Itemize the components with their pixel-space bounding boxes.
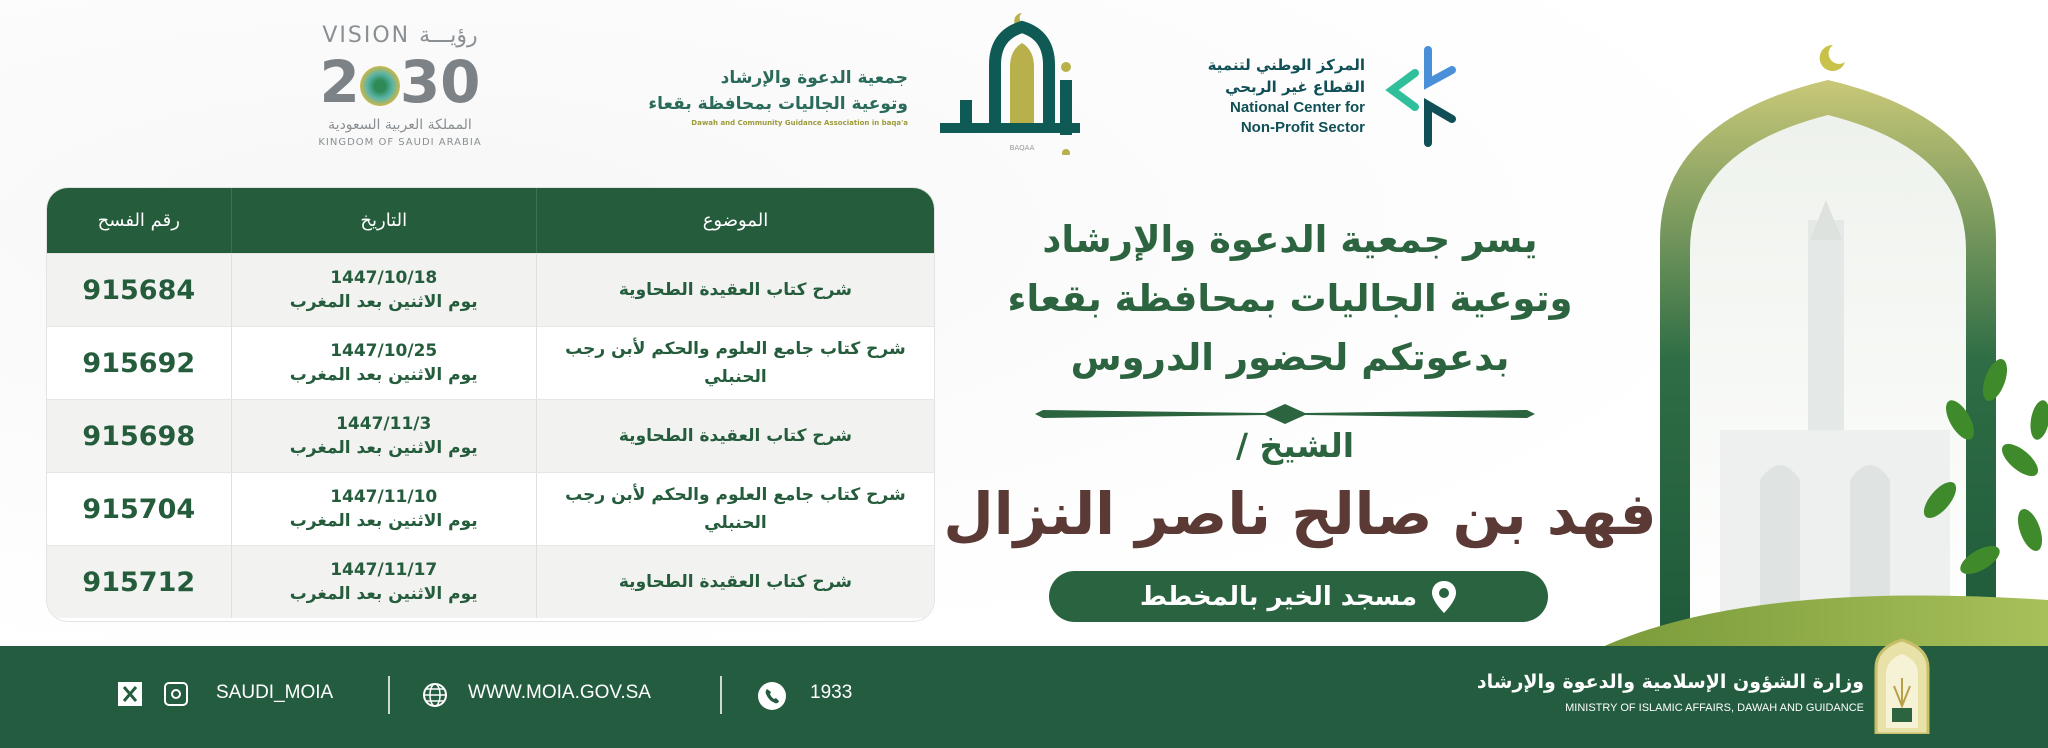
separator xyxy=(388,676,390,714)
header-room-number: رقم الفسح xyxy=(47,188,232,253)
ornament-divider xyxy=(1035,404,1535,424)
ncnp-en2: Non-Profit Sector xyxy=(1240,119,1365,136)
location-badge xyxy=(1049,571,1548,622)
ministry-logo-icon xyxy=(1872,638,1932,734)
x-icon xyxy=(118,682,142,706)
globe-icon xyxy=(422,682,448,708)
invite-line-3: بدعوتكم لحضور الدروس xyxy=(1070,336,1510,379)
footer xyxy=(0,646,2048,748)
date: 1447/11/3 xyxy=(336,414,432,434)
instagram-social-link[interactable] xyxy=(164,682,188,706)
table-row xyxy=(47,253,934,326)
date-cell xyxy=(232,400,537,472)
phone-icon xyxy=(758,682,786,710)
phone-number[interactable]: 1933 xyxy=(810,682,853,703)
invitation-text xyxy=(1000,210,1580,387)
ncnp-ar1: المركز الوطني لتنمية xyxy=(1207,56,1365,74)
social-handle[interactable]: SAUDI_MOIA xyxy=(216,682,334,703)
location-pin-icon xyxy=(1431,580,1457,614)
table-row xyxy=(47,472,934,545)
location-text: مسجد الخير بالمخطط xyxy=(1139,581,1418,612)
topic: شرح كتاب العقيدة الطحاوية xyxy=(618,426,852,446)
room-number: 915712 xyxy=(47,546,232,618)
vision-2030-logo xyxy=(300,22,500,172)
sheikh-name: فهد بن صالح ناصر النزال xyxy=(943,480,1657,548)
header-date: التاريخ xyxy=(232,188,537,253)
table-header xyxy=(47,188,934,253)
topic: شرح كتاب جامع العلوم والحكم لأبن رجب الحنبلي xyxy=(565,485,906,533)
baqaa-en: Dawah and Community Guidance Association in baqa'a xyxy=(691,119,908,127)
room-number: 915692 xyxy=(47,327,232,399)
website-link[interactable]: WWW.MOIA.GOV.SA xyxy=(468,682,651,703)
ncnp-en1: National Center for xyxy=(1229,99,1365,116)
room-number: 915704 xyxy=(47,473,232,545)
date-cell xyxy=(232,546,537,618)
date-cell xyxy=(232,327,537,399)
topic: شرح كتاب العقيدة الطحاوية xyxy=(618,572,852,592)
date-cell xyxy=(232,473,537,545)
date: 1447/10/18 xyxy=(330,268,438,288)
table-row xyxy=(47,399,934,472)
table-row xyxy=(47,326,934,399)
baqaa-mark-label: BAQAA xyxy=(1009,144,1035,152)
vision-ar: المملكة العربية السعودية xyxy=(328,117,472,133)
room-number: 915684 xyxy=(47,254,232,326)
invite-line-1: يسر جمعية الدعوة والإرشاد xyxy=(1042,218,1538,261)
day: يوم الاثنين بعد المغرب xyxy=(289,511,478,531)
topic: شرح كتاب جامع العلوم والحكم لأبن رجب الحنبلي xyxy=(565,339,906,387)
ncnp-logo xyxy=(1200,40,1460,160)
ministry-en: MINISTRY OF ISLAMIC AFFAIRS, DAWAH AND GUIDANCE xyxy=(1565,702,1864,714)
header-topic: الموضوع xyxy=(702,210,769,231)
date-cell xyxy=(232,254,537,326)
day: يوم الاثنين بعد المغرب xyxy=(289,438,478,458)
date: 1447/11/10 xyxy=(330,487,438,507)
mosque-illustration xyxy=(1600,0,2048,660)
baqaa-association-logo xyxy=(620,5,1080,155)
date: 1447/11/17 xyxy=(330,560,438,580)
ncnp-mark-icon xyxy=(1380,45,1460,150)
vision-label: VISION رؤيـــة xyxy=(322,23,478,48)
day: يوم الاثنين بعد المغرب xyxy=(289,365,478,385)
day: يوم الاثنين بعد المغرب xyxy=(289,584,478,604)
baqaa-ar2: وتوعية الجاليات بمحافظة بقعاء xyxy=(648,94,908,114)
x-social-link[interactable] xyxy=(118,682,142,706)
vision-en: KINGDOM OF SAUDI ARABIA xyxy=(318,137,482,148)
day: يوم الاثنين بعد المغرب xyxy=(289,292,478,312)
sheikh-label: الشيخ / xyxy=(1235,426,1355,465)
topic: شرح كتاب العقيدة الطحاوية xyxy=(618,280,852,300)
invite-line-2: وتوعية الجاليات بمحافظة بقعاء xyxy=(1007,277,1573,320)
baqaa-ar1: جمعية الدعوة والإرشاد xyxy=(720,68,908,88)
room-number: 915698 xyxy=(47,400,232,472)
ministry-name xyxy=(1477,668,1864,716)
vision-year: 2 30 xyxy=(319,48,481,116)
ministry-ar: وزارة الشؤون الإسلامية والدعوة والإرشاد xyxy=(1476,671,1864,693)
lessons-table xyxy=(46,187,935,622)
ncnp-ar2: القطاع غير الربحي xyxy=(1225,78,1365,96)
separator xyxy=(720,676,722,714)
baqaa-mark-icon xyxy=(910,5,1080,155)
table-row xyxy=(47,545,934,618)
date: 1447/10/25 xyxy=(330,341,438,361)
instagram-icon xyxy=(164,682,188,706)
vision-emblem-icon xyxy=(360,66,400,106)
